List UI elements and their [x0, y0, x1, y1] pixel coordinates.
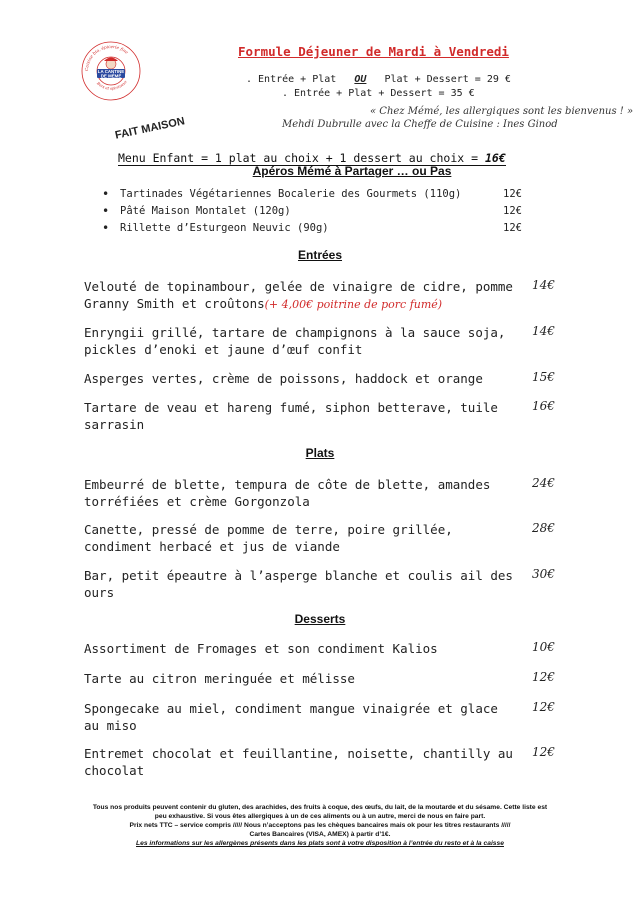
logo-text-line2: DE MÉMÉ [100, 73, 122, 79]
formule-line-1 [246, 74, 511, 85]
footer-line: peu exhaustive. Si vous êtes allergiques à un de ces aliments ou à un autre, merci de nous en faire part. [154, 813, 486, 820]
menu-item-dessert [84, 745, 564, 779]
formule-title: Formule Déjeuner de Mardi à Vendredi [238, 44, 509, 59]
fait-maison-stamp: FAIT MAISON [114, 115, 186, 142]
dessert-desc: Tarte au citron meringuée et mélisse [84, 671, 355, 686]
footer-line: Cartes Bancaires (VISA, AMEX) à partir d’1€. [249, 831, 391, 838]
dessert-price: 12€ [532, 670, 555, 684]
logo-text-top: Cuisine bio, épicerie fine [83, 43, 130, 72]
list-item [100, 205, 530, 222]
apero-price: 12€ [503, 222, 522, 234]
apero-name: • Rillette d’Esturgeon Neuvic (90g) [120, 222, 329, 234]
entree-desc: Tartare de veau et hareng fumé, siphon betterave, tuile sarrasin [84, 400, 498, 432]
menu-item-entree [84, 278, 564, 313]
menu-item-plat [84, 521, 564, 555]
footer-line: Tous nos produits peuvent contenir du gluten, des arachides, des fruits à coque, des œufs, du lait, de la moutarde et du sésame. Cette liste est [92, 804, 548, 811]
entree-price: 16€ [532, 399, 555, 413]
dessert-desc: Entremet chocolat et feuillantine, noisette, chantilly au chocolat [84, 746, 513, 778]
dessert-desc: Assortiment de Fromages et son condiment Kalios [84, 641, 438, 656]
formule-or: OU [354, 74, 367, 85]
menu-item-entree [84, 399, 564, 433]
section-title-desserts: Desserts [294, 612, 346, 626]
list-item [100, 188, 530, 205]
plat-price: 28€ [532, 521, 555, 535]
section-title-aperos: Apéros Mémé à Partager … ou Pas [252, 164, 452, 178]
entree-price: 14€ [532, 278, 555, 292]
list-item [100, 222, 530, 239]
formule-option-b: Plat + Dessert = 29 € [384, 74, 511, 85]
allergy-quote: « Chez Mémé, les allergiques sont les bienvenus ! » [370, 106, 634, 117]
footer-line: Les informations sur les allergènes présents dans les plats sont à votre disposition à l’entrée du resto et à la caisse [136, 840, 504, 847]
plat-price: 30€ [532, 567, 555, 581]
menu-item-entree [84, 370, 564, 387]
menu-item-entree [84, 324, 564, 358]
menu-enfant-price: 16€ [484, 151, 506, 165]
dessert-price: 12€ [532, 745, 555, 759]
chef-credit: Mehdi Dubrulle avec la Cheffe de Cuisine : Ines Ginod [282, 119, 558, 130]
menu-item-dessert [84, 640, 564, 657]
apero-price: 12€ [503, 205, 522, 217]
apero-name: • Tartinades Végétariennes Bocalerie des Gourmets (110g) [120, 188, 462, 200]
apero-price: 12€ [503, 188, 522, 200]
plat-price: 24€ [532, 476, 555, 490]
plat-desc: Bar, petit épeautre à l’asperge blanche et coulis ail des ours [84, 568, 513, 600]
menu-item-dessert [84, 670, 564, 687]
formule-line-2: . Entrée + Plat + Dessert = 35 € [282, 88, 475, 99]
entree-desc: Asperges vertes, crème de poissons, haddock et orange [84, 371, 483, 386]
menu-item-plat [84, 567, 564, 601]
entree-desc: Velouté de topinambour, gelée de vinaigre de cidre, pomme Granny Smith et croûtons [84, 279, 513, 311]
logo-text-line1: LA CANTINE [97, 69, 125, 74]
plat-desc: Canette, pressé de pomme de terre, poire grillée, condiment herbacé et jus de viande [84, 522, 453, 554]
allergen-footer [60, 803, 580, 848]
restaurant-logo [80, 40, 142, 102]
dessert-price: 12€ [532, 700, 555, 714]
logo-text-bottom: Bars et spiritueux [95, 79, 128, 91]
entree-price: 15€ [532, 370, 555, 384]
plat-desc: Embeurré de blette, tempura de côte de blette, amandes torréfiées et crème Gorgonzola [84, 477, 491, 509]
apero-name: • Pâté Maison Montalet (120g) [120, 205, 291, 217]
section-title-plats: Plats [305, 446, 335, 460]
menu-item-plat [84, 476, 564, 510]
dessert-desc: Spongecake au miel, condiment mangue vinaigrée et glace au miso [84, 701, 498, 733]
section-title-entrees: Entrées [297, 248, 343, 262]
menu-enfant-text: Menu Enfant = 1 plat au choix + 1 dessert au choix = [118, 151, 485, 165]
formule-option-a: . Entrée + Plat [246, 74, 337, 85]
entree-desc: Enryngii grillé, tartare de champignons à la sauce soja, pickles d’enoki et jaune d’œuf confit [84, 325, 506, 357]
entree-price: 14€ [532, 324, 555, 338]
menu-item-dessert [84, 700, 564, 734]
entree-addon: (+ 4,00€ poitrine de porc fumé) [264, 298, 443, 311]
footer-line: Prix nets TTC – service compris ///// Nous n’acceptons pas les chèques bancaires mais ok pour les titres restaurants ///// [129, 822, 511, 829]
dessert-price: 10€ [532, 640, 555, 654]
apero-list [100, 188, 530, 239]
